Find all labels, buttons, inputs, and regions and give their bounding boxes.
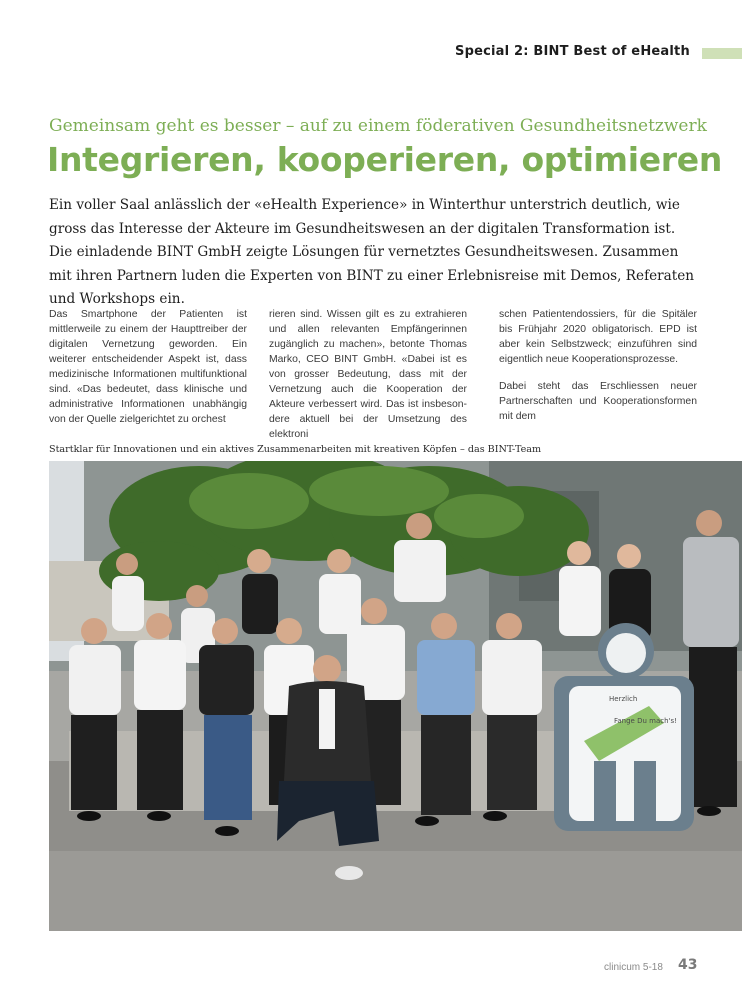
body-column-3 bbox=[499, 307, 697, 424]
body-column-2 bbox=[269, 307, 467, 442]
magazine-issue: clinicum 5-18 bbox=[604, 962, 663, 973]
body-paragraph: rieren sind. Wissen gilt es zu extrahieren und allen relevanten Empfängerinnen zugänglich zu machen», betonte Thomas Marko, CEO BINT GmbH. «Dabei ist es von grosser Bedeutung, dass mit der Vernetzung auch die Kooperation der Akteure verbessert wird. Das ist insbesondere aktuell bei der Umsetzung des elektroni bbox=[269, 309, 467, 440]
body-column-1 bbox=[49, 307, 247, 427]
article-kicker: Gemeinsam geht es besser – auf zu einem föderativen Gesundheitsnetzwerk bbox=[49, 116, 707, 136]
cutout-signature-1: Herzlich bbox=[609, 695, 638, 703]
cutout-signature-2: Fange Du mach's! bbox=[614, 717, 677, 725]
photo-caption: Startklar für Innovationen und ein aktives Zusammenarbeiten mit kreativen Köpfen – das BINT-Team bbox=[49, 444, 542, 455]
article-headline: Integrieren, kooperieren, optimieren bbox=[47, 140, 723, 179]
body-paragraph: Das Smartphone der Patienten ist mittlerweile zu einem der Haupttreiber der digitalen Vernetzung geworden. Ein weiterer entscheidender Aspekt ist, dass medizinische Informationen multifunktional sind. «Das bedeutet, dass klinische und administrative Informationen unabhängig von der Quelle zielgerichtet zu orchest bbox=[49, 309, 247, 425]
article-lead: Ein voller Saal anlässlich der «eHealth Experience» in Winterthur unterstrich deutlich, wie gross das Interesse der Akteure im Gesundheitswesen an der digitalen Transformation ist. Die einladende BINT GmbH zeigte Lösungen für vernetztes Gesundheitswesen. Zusammen mit ihren Partnern luden die Experten von BINT zu einer Erlebnisreise mit Demos, Referaten und Workshops ein. bbox=[49, 197, 695, 307]
team-photo bbox=[49, 461, 742, 931]
page-number: 43 bbox=[678, 957, 698, 973]
body-paragraph: Dabei steht das Erschliessen neuer Partnerschaften und Kooperationsformen mit dem bbox=[499, 381, 697, 422]
body-paragraph: schen Patientendossiers, für die Spitäler bis Frühjahr 2020 obligatorisch. EPD ist aber kein Selbstzweck; einzuführen sind eigentlich neue Kooperationsprozesse. bbox=[499, 309, 697, 365]
team-photo-illustration bbox=[49, 461, 742, 931]
section-accent-bar bbox=[702, 48, 742, 59]
section-header: Special 2: BINT Best of eHealth bbox=[455, 44, 690, 59]
